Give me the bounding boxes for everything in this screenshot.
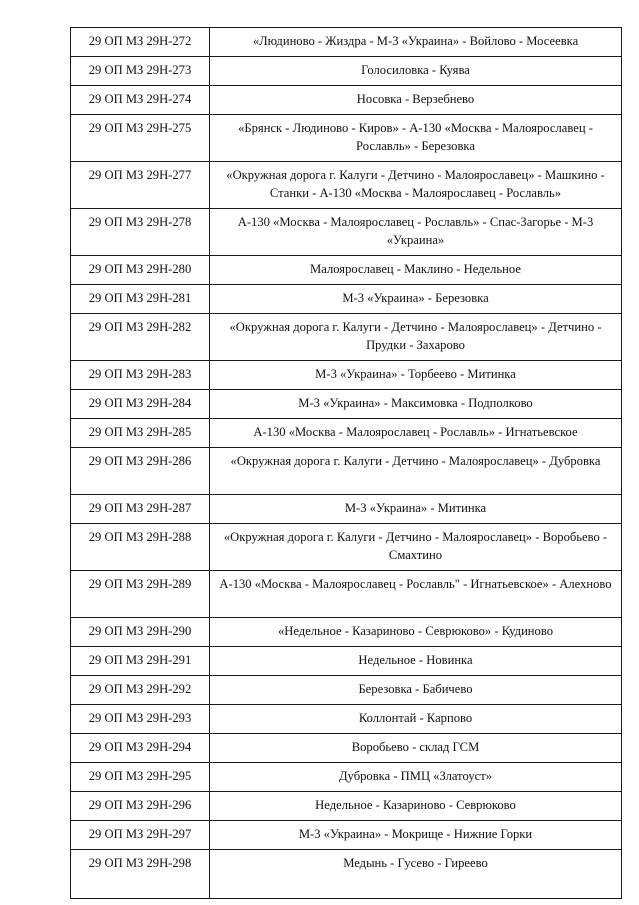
table-row [71, 571, 622, 618]
road-code-cell: 29 ОП МЗ 29Н-284 [71, 390, 210, 419]
table-row [71, 705, 622, 734]
road-code-cell: 29 ОП МЗ 29Н-286 [71, 448, 210, 495]
road-code-cell: 29 ОП МЗ 29Н-291 [71, 647, 210, 676]
road-name-cell: Голосиловка - Куява [210, 57, 622, 86]
road-code-cell: 29 ОП МЗ 29Н-287 [71, 495, 210, 524]
road-code-cell: 29 ОП МЗ 29Н-297 [71, 821, 210, 850]
table-row [71, 448, 622, 495]
road-code-cell: 29 ОП МЗ 29Н-296 [71, 792, 210, 821]
road-name-cell: А-130 «Москва - Малоярославец - Рославль» - Спас-Загорье - М-3 «Украина» [210, 209, 622, 256]
table-row [71, 115, 622, 162]
table-row [71, 419, 622, 448]
road-code-cell: 29 ОП МЗ 29Н-292 [71, 676, 210, 705]
road-registry-table [70, 27, 622, 899]
road-code-cell: 29 ОП МЗ 29Н-280 [71, 256, 210, 285]
road-code-cell: 29 ОП МЗ 29Н-282 [71, 314, 210, 361]
road-name-cell: А-130 «Москва - Малоярославец - Рославль" - Игнатьевское» - Алехново [210, 571, 622, 618]
road-code-cell: 29 ОП МЗ 29Н-285 [71, 419, 210, 448]
table-row [71, 734, 622, 763]
road-code-cell: 29 ОП МЗ 29Н-294 [71, 734, 210, 763]
road-name-cell: «Окружная дорога г. Калуги - Детчино - Малоярославец» - Машкино - Станки - А-130 «Москва - Малоярославец - Рославль» [210, 162, 622, 209]
road-code-cell: 29 ОП МЗ 29Н-281 [71, 285, 210, 314]
road-code-cell: 29 ОП МЗ 29Н-298 [71, 850, 210, 899]
road-code-cell: 29 ОП МЗ 29Н-273 [71, 57, 210, 86]
table-row [71, 361, 622, 390]
table-row [71, 256, 622, 285]
road-name-cell: «Недельное - Казариново - Севрюково» - Кудиново [210, 618, 622, 647]
table-row [71, 821, 622, 850]
table-row [71, 285, 622, 314]
road-code-cell: 29 ОП МЗ 29Н-272 [71, 28, 210, 57]
road-name-cell: «Окружная дорога г. Калуги - Детчино - Малоярославец» - Детчино - Прудки - Захарово [210, 314, 622, 361]
road-name-cell: «Брянск - Людиново - Киров» - А-130 «Москва - Малоярославец - Рославль» - Березовка [210, 115, 622, 162]
table-row [71, 162, 622, 209]
road-code-cell: 29 ОП МЗ 29Н-289 [71, 571, 210, 618]
table-row [71, 57, 622, 86]
road-name-cell: Носовка - Верзебнево [210, 86, 622, 115]
road-name-cell: Медынь - Гусево - Гиреево [210, 850, 622, 899]
road-code-cell: 29 ОП МЗ 29Н-278 [71, 209, 210, 256]
road-name-cell: Недельное - Новинка [210, 647, 622, 676]
table-row [71, 850, 622, 899]
table-row [71, 209, 622, 256]
road-code-cell: 29 ОП МЗ 29Н-293 [71, 705, 210, 734]
table-row [71, 524, 622, 571]
table-row [71, 792, 622, 821]
road-name-cell: А-130 «Москва - Малоярославец - Рославль» - Игнатьевское [210, 419, 622, 448]
road-name-cell: М-3 «Украина» - Березовка [210, 285, 622, 314]
road-name-cell: Березовка - Бабичево [210, 676, 622, 705]
table-row [71, 314, 622, 361]
road-name-cell: М-3 «Украина» - Торбеево - Митинка [210, 361, 622, 390]
road-name-cell: М-3 «Украина» - Митинка [210, 495, 622, 524]
road-code-cell: 29 ОП МЗ 29Н-290 [71, 618, 210, 647]
road-name-cell: «Окружная дорога г. Калуги - Детчино - Малоярославец» - Дубровка [210, 448, 622, 495]
road-name-cell: «Окружная дорога г. Калуги - Детчино - Малоярославец» - Воробьево - Смахтино [210, 524, 622, 571]
table-row [71, 28, 622, 57]
table-row [71, 495, 622, 524]
road-name-cell: М-3 «Украина» - Максимовка - Подполково [210, 390, 622, 419]
table-row [71, 647, 622, 676]
road-code-cell: 29 ОП МЗ 29Н-275 [71, 115, 210, 162]
road-name-cell: Воробьево - склад ГСМ [210, 734, 622, 763]
road-code-cell: 29 ОП МЗ 29Н-295 [71, 763, 210, 792]
road-name-cell: Малоярославец - Маклино - Недельное [210, 256, 622, 285]
road-code-cell: 29 ОП МЗ 29Н-283 [71, 361, 210, 390]
road-name-cell: Дубровка - ПМЦ «Златоуст» [210, 763, 622, 792]
table-row [71, 390, 622, 419]
road-code-cell: 29 ОП МЗ 29Н-274 [71, 86, 210, 115]
road-code-cell: 29 ОП МЗ 29Н-288 [71, 524, 210, 571]
road-name-cell: М-3 «Украина» - Мокрище - Нижние Горки [210, 821, 622, 850]
table-row [71, 676, 622, 705]
table-row [71, 763, 622, 792]
road-name-cell: «Людиново - Жиздра - М-3 «Украина» - Войлово - Мосеевка [210, 28, 622, 57]
road-name-cell: Коллонтай - Карпово [210, 705, 622, 734]
table-row [71, 86, 622, 115]
table-row [71, 618, 622, 647]
road-name-cell: Недельное - Казариново - Севрюково [210, 792, 622, 821]
road-code-cell: 29 ОП МЗ 29Н-277 [71, 162, 210, 209]
